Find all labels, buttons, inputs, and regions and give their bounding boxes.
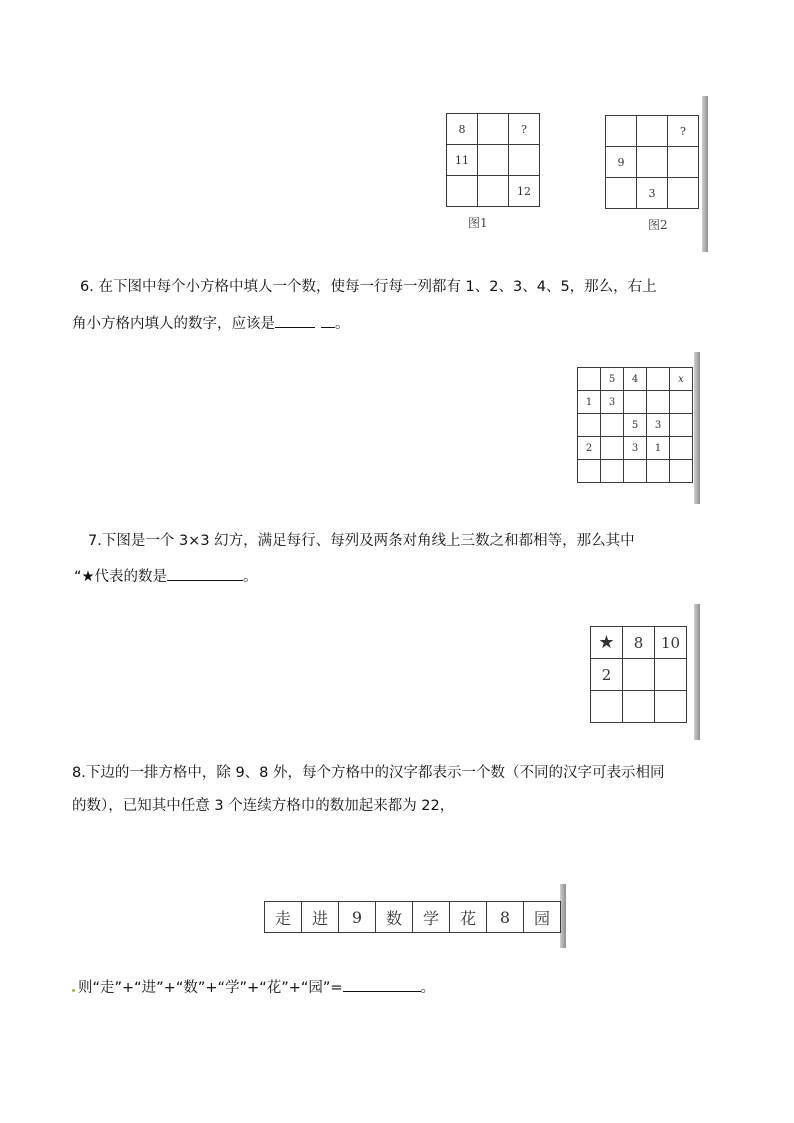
grid-cell [655,659,687,691]
grid-cell: 5 [601,368,624,391]
grid-cell [637,116,668,147]
question-7-line-2 [74,566,724,585]
scan-edge [694,604,700,740]
grid-cell [668,147,699,178]
question-8-line-1: 8.下边的一排方格中，除 9、8 外，每个方格中的汉字都表示一个数（不同的汉字可表示相同 [72,765,665,781]
grid-cell: ? [668,116,699,147]
grid-cell [606,116,637,147]
figure-2-grid [605,115,699,209]
grid-cell: 4 [624,368,647,391]
answer-blank [167,566,243,581]
figure-1-label: 图1 [468,216,488,230]
grid-cell [670,460,693,483]
grid-cell: 8 [487,902,524,933]
grid-cell [668,178,699,209]
question-6-line-2 [72,313,722,332]
grid-cell [578,460,601,483]
grid-cell: 1 [578,391,601,414]
grid-cell [578,414,601,437]
character-row-grid [264,901,561,933]
grid-cell [670,437,693,460]
grid-cell [447,176,478,207]
answer-blank [321,313,335,328]
grid-cell: 学 [413,902,450,933]
grid-cell: 9 [339,902,376,933]
grid-cell [509,145,540,176]
grid-cell [578,368,601,391]
grid-cell: 8 [623,627,655,659]
grid-cell: 3 [624,437,647,460]
grid-cell: 1 [647,437,670,460]
grid-cell: 2 [578,437,601,460]
margin-mark [72,989,75,992]
question-8-prompt: 则“走”+“进”+“数”+“学”+“花”+“园”= [78,980,343,996]
answer-blank [275,313,315,328]
grid-cell [637,147,668,178]
question-7-prompt: “★代表的数是 [74,569,168,585]
grid-cell: 8 [447,114,478,145]
grid-cell [647,368,670,391]
grid-cell [670,414,693,437]
question-7-line-1: 7.下图是一个 3×3 幻方，满足每行、每列及两条对角线上三数之和都相等，那么其中 [88,533,635,549]
scan-edge [694,352,700,504]
grid-cell: 2 [591,659,623,691]
grid-cell [624,391,647,414]
grid-cell: ★ [591,627,623,659]
figure-2-label: 图2 [648,218,668,232]
grid-cell: 园 [524,902,561,933]
grid-cell: 3 [601,391,624,414]
grid-cell [478,114,509,145]
grid-cell: 5 [624,414,647,437]
grid-cell [670,391,693,414]
grid-cell: 3 [637,178,668,209]
question-6-prompt: 角小方格内填人的数字，应该是 [72,316,275,332]
question-8-line-3 [78,977,728,996]
grid-cell: 走 [265,902,302,933]
answer-blank [343,977,421,992]
grid-cell [647,391,670,414]
magic-square-grid [590,626,687,723]
grid-cell [623,691,655,723]
grid-cell [601,460,624,483]
grid-cell [601,437,624,460]
grid-cell: 11 [447,145,478,176]
grid-cell [478,145,509,176]
grid-cell: 9 [606,147,637,178]
grid-cell [591,691,623,723]
grid-cell: 3 [647,414,670,437]
question-8-line-2: 的数），已知其中任意 3 个连续方格巾的数加起来都为 22， [72,798,455,814]
grid-cell [478,176,509,207]
latin-square-grid [577,367,693,483]
question-8-end: 。 [420,980,436,996]
grid-cell [647,460,670,483]
question-7-end: 。 [243,569,258,585]
grid-cell: 进 [302,902,339,933]
grid-cell: ? [509,114,540,145]
grid-cell [624,460,647,483]
question-6-line-1: 6. 在下图中每个小方格中填人一个数，使每一行每一列都有 1、2、3、4、5，那么，右上 [80,279,657,295]
question-6-end: 。 [335,316,350,332]
grid-cell: 12 [509,176,540,207]
grid-cell: x [670,368,693,391]
grid-cell: 10 [655,627,687,659]
grid-cell [655,691,687,723]
grid-cell [606,178,637,209]
grid-cell [601,414,624,437]
scan-edge [702,96,708,252]
grid-cell: 数 [376,902,413,933]
figure-1-grid [446,113,540,207]
grid-cell: 花 [450,902,487,933]
grid-cell [623,659,655,691]
